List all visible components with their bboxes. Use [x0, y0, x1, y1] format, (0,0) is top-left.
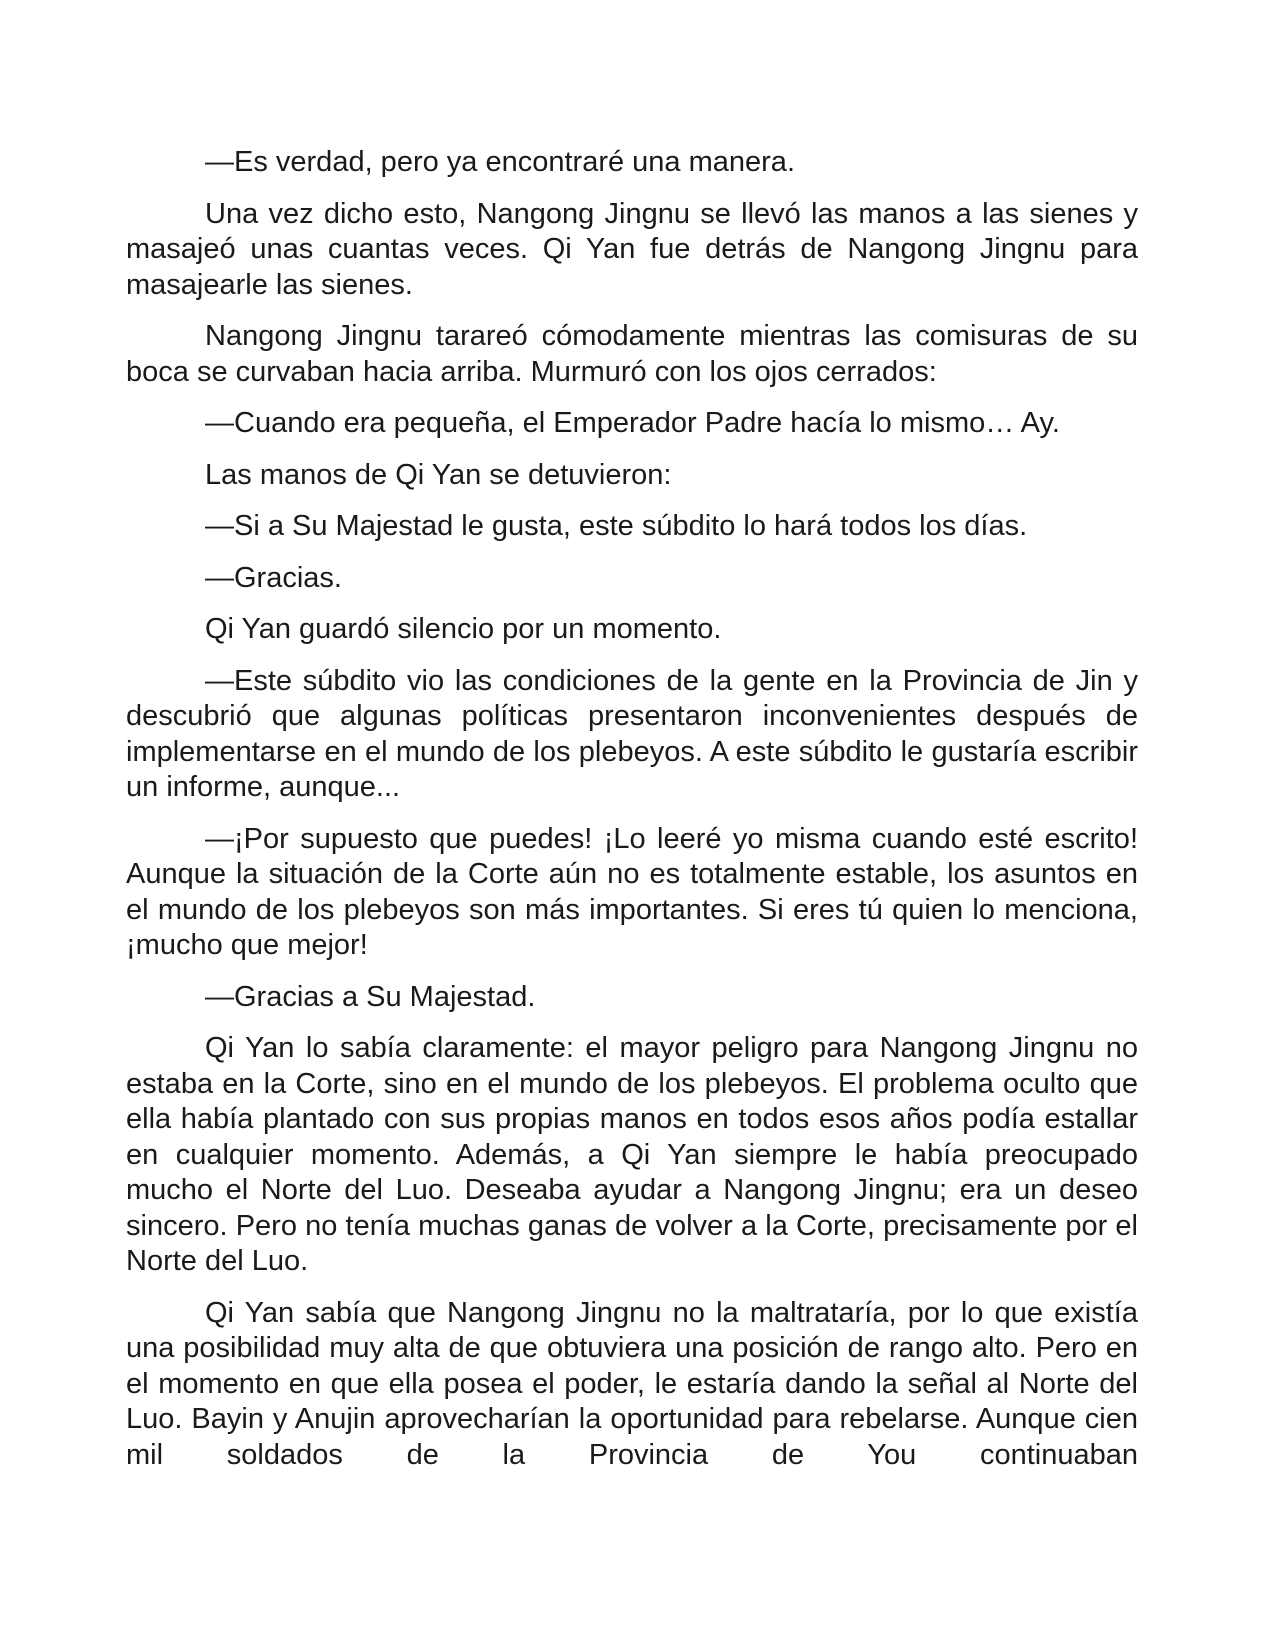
paragraph-10: —¡Por supuesto que puedes! ¡Lo leeré yo misma cuando esté escrito! Aunque la situación de la Corte aún no es totalmente estable, los asuntos en el mundo de los plebeyos son más importantes. Si eres tú quien lo menciona, ¡mucho que mejor! — [126, 822, 1138, 961]
paragraph-11: —Gracias a Su Majestad. — [205, 980, 536, 1013]
paragraph-9: —Este súbdito vio las condiciones de la gente en la Provincia de Jin y descubrió que algunas políticas presentaron inconvenientes después de implementarse en el mundo de los plebeyos. A este súbdito le gustaría escribir un informe, aunque... — [126, 664, 1138, 803]
paragraph-5: Las manos de Qi Yan se detuvieron: — [205, 458, 672, 491]
paragraph-12: Qi Yan lo sabía claramente: el mayor peligro para Nangong Jingnu no estaba en la Corte, sino en el mundo de los plebeyos. El problema oculto que ella había plantado con sus propias manos en todos esos años podía estallar en cualquier momento. Además, a Qi Yan siempre le había preocupado mucho el Norte del Luo. Deseaba ayudar a Nangong Jingnu; era un deseo sincero. Pero no tenía muchas ganas de volver a la Corte, precisamente por el Norte del Luo. — [126, 1032, 1138, 1277]
paragraph-7: —Gracias. — [205, 561, 342, 594]
paragraph-13: Qi Yan sabía que Nangong Jingnu no la maltrataría, por lo que existía una posibilidad muy alta de que obtuviera una posición de rango alto. Pero en el momento en que ella posea el poder, le estaría dando la señal al Norte del Luo. Bayin y Anujin aprovecharían la oportunidad para rebelarse. Aunque cien mil soldados de la Provincia de You continuaban — [126, 1296, 1138, 1471]
paragraph-2: Una vez dicho esto, Nangong Jingnu se llevó las manos a las sienes y masajeó unas cuantas veces. Qi Yan fue detrás de Nangong Jingnu para masajearle las sienes. — [126, 197, 1138, 301]
paragraph-4: —Cuando era pequeña, el Emperador Padre hacía lo mismo… Ay. — [205, 407, 1060, 439]
paragraph-3: Nangong Jingnu tarareó cómodamente mientras las comisuras de su boca se curvaban hacia arriba. Murmuró con los ojos cerrados: — [126, 320, 1138, 388]
paragraph-1: —Es verdad, pero ya encontraré una manera. — [205, 146, 795, 178]
paragraph-6: —Si a Su Majestad le gusta, este súbdito lo hará todos los días. — [205, 510, 1028, 542]
paragraph-8: Qi Yan guardó silencio por un momento. — [205, 613, 722, 645]
page-body — [126, 145, 1138, 1473]
